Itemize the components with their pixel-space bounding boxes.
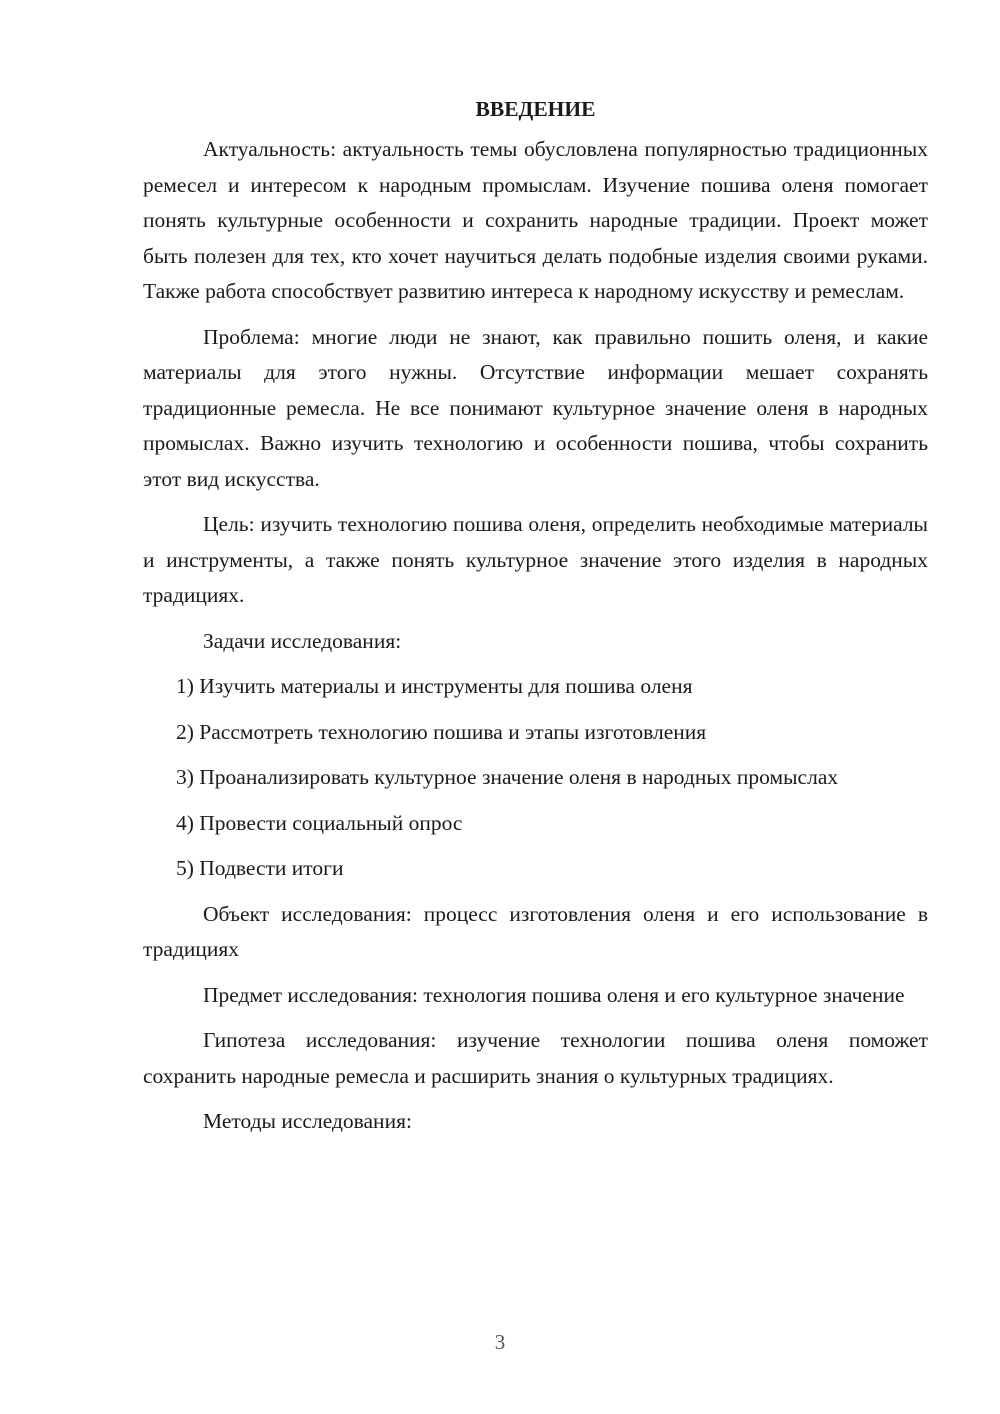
- task-item: 1) Изучить материалы и инструменты для пошива оленя: [176, 674, 693, 698]
- relevance-paragraph: Актуальность: актуальность темы обусловлена популярностью традиционных ремесел и интересом к народным промыслам. Изучение пошива оленя помогает понять культурные особенности и сохранить народные традиции. Проект может быть полезен для тех, кто хочет научиться делать подобные изделия своими руками. Также работа способствует развитию интереса к народному искусству и ремеслам.: [143, 137, 928, 303]
- task-item: 2) Рассмотреть технологию пошива и этапы изготовления: [176, 719, 707, 744]
- tasks-heading: Задачи исследования:: [203, 628, 402, 653]
- hypothesis-paragraph: Гипотеза исследования: изучение технологии пошива оленя поможет сохранить народные ремесла и расширить знания о культурных традициях.: [143, 1028, 928, 1088]
- object-paragraph: Объект исследования: процесс изготовления оленя и его использование в традициях: [143, 901, 928, 961]
- task-item: 3) Проанализировать культурное значение оленя в народных промыслах: [176, 765, 839, 789]
- goal-paragraph: Цель: изучить технологию пошива оленя, определить необходимые материалы и инструменты, а также понять культурное значение этого изделия в народных традициях.: [143, 512, 928, 607]
- task-item: 4) Провести социальный опрос: [176, 810, 463, 835]
- section-title: ВВЕДЕНИЕ: [475, 97, 596, 121]
- methods-heading: Методы исследования:: [203, 1109, 412, 1133]
- document-page: [143, 92, 928, 1150]
- problem-paragraph: Проблема: многие люди не знают, как правильно пошить оленя, и какие материалы для этого нужны. Отсутствие информации мешает сохранять традиционные ремесла. Не все понимают культурное значение оленя в народных промыслах. Важно изучить технологию и особенности пошива, чтобы сохранить этот вид искусства.: [143, 324, 928, 491]
- task-item: 5) Подвести итоги: [176, 856, 344, 880]
- page-number: 3: [494, 1330, 506, 1354]
- subject-paragraph: Предмет исследования: технология пошива оленя и его культурное значение: [203, 982, 905, 1007]
